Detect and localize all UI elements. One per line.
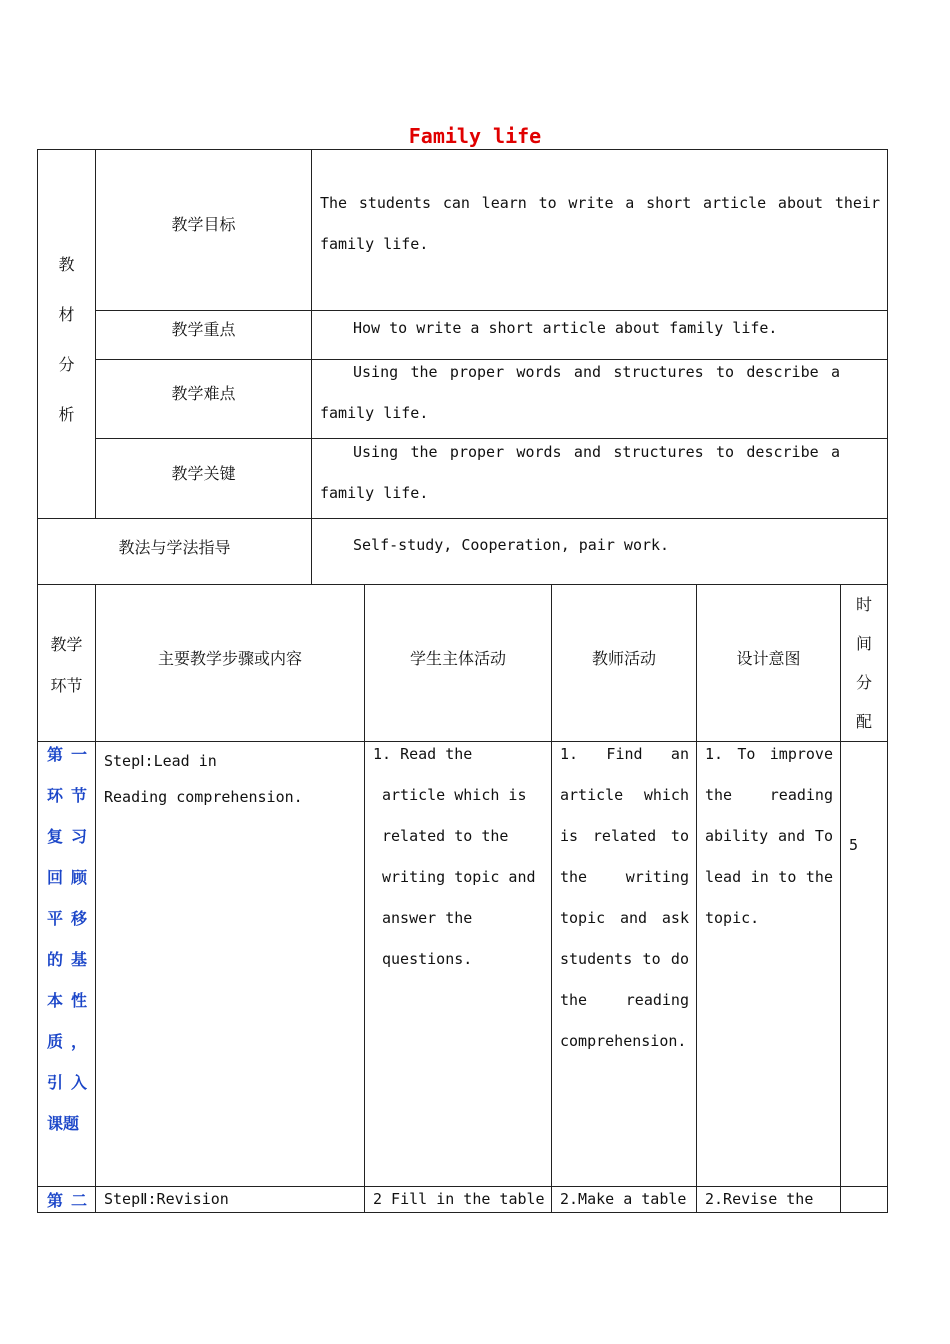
header-time: 时 间 分 配 xyxy=(855,595,872,731)
header-steps: 主要教学步骤或内容 xyxy=(157,649,302,668)
stage-1-teacher: 1. Find an article which is related to the writing topic and ask students to do the reading comprehension. xyxy=(560,745,689,1050)
method-label: 教法与学法指导 xyxy=(118,538,231,557)
goal-label: 教学目标 xyxy=(171,215,236,234)
stage-2-label: 第 二 xyxy=(47,1191,87,1210)
key-point-content: How to write a short article about family life. xyxy=(353,319,778,337)
header-student: 学生主体活动 xyxy=(409,649,506,668)
stage-1-steps: StepⅠ:Lead in Reading comprehension. xyxy=(104,752,303,806)
header-teacher: 教师活动 xyxy=(591,649,656,668)
method-content: Self-study, Cooperation, pair work. xyxy=(353,536,670,554)
stage-1-intent: 1. To improve the reading ability and To lead in to the topic. xyxy=(705,745,833,927)
key-content: Using the proper words and structures to describe a family life. xyxy=(320,443,840,502)
header-stage: 教学 环节 xyxy=(50,635,83,695)
stage-2-student: 2 Fill in the table xyxy=(373,1190,545,1208)
stage-1-label: 第 一 环 节 复 习 回 顾 平 移 的 基 本 性 质 ， 引 入 课题 xyxy=(47,745,87,1133)
header-intent: 设计意图 xyxy=(736,649,801,668)
stage-2-teacher: 2.Make a table xyxy=(560,1190,687,1208)
key-label: 教学关键 xyxy=(171,464,236,483)
stage-2-steps: StepⅡ:Revision xyxy=(104,1190,229,1208)
key-point-label: 教学重点 xyxy=(171,320,236,339)
document-title: Family life xyxy=(408,124,542,148)
difficulty-content: Using the proper words and structures to describe a family life. xyxy=(320,363,840,422)
stage-2-intent: 2.Revise the xyxy=(705,1190,814,1208)
analysis-side-label: 教 材 分 析 xyxy=(58,255,75,424)
stage-1-time: 5 xyxy=(849,836,859,854)
stage-1-student: 1. Read the article which is related to the writing topic and answer the questions. xyxy=(373,745,536,968)
goal-content: The students can learn to write a short article about their family life. xyxy=(320,194,880,253)
difficulty-label: 教学难点 xyxy=(171,384,236,403)
